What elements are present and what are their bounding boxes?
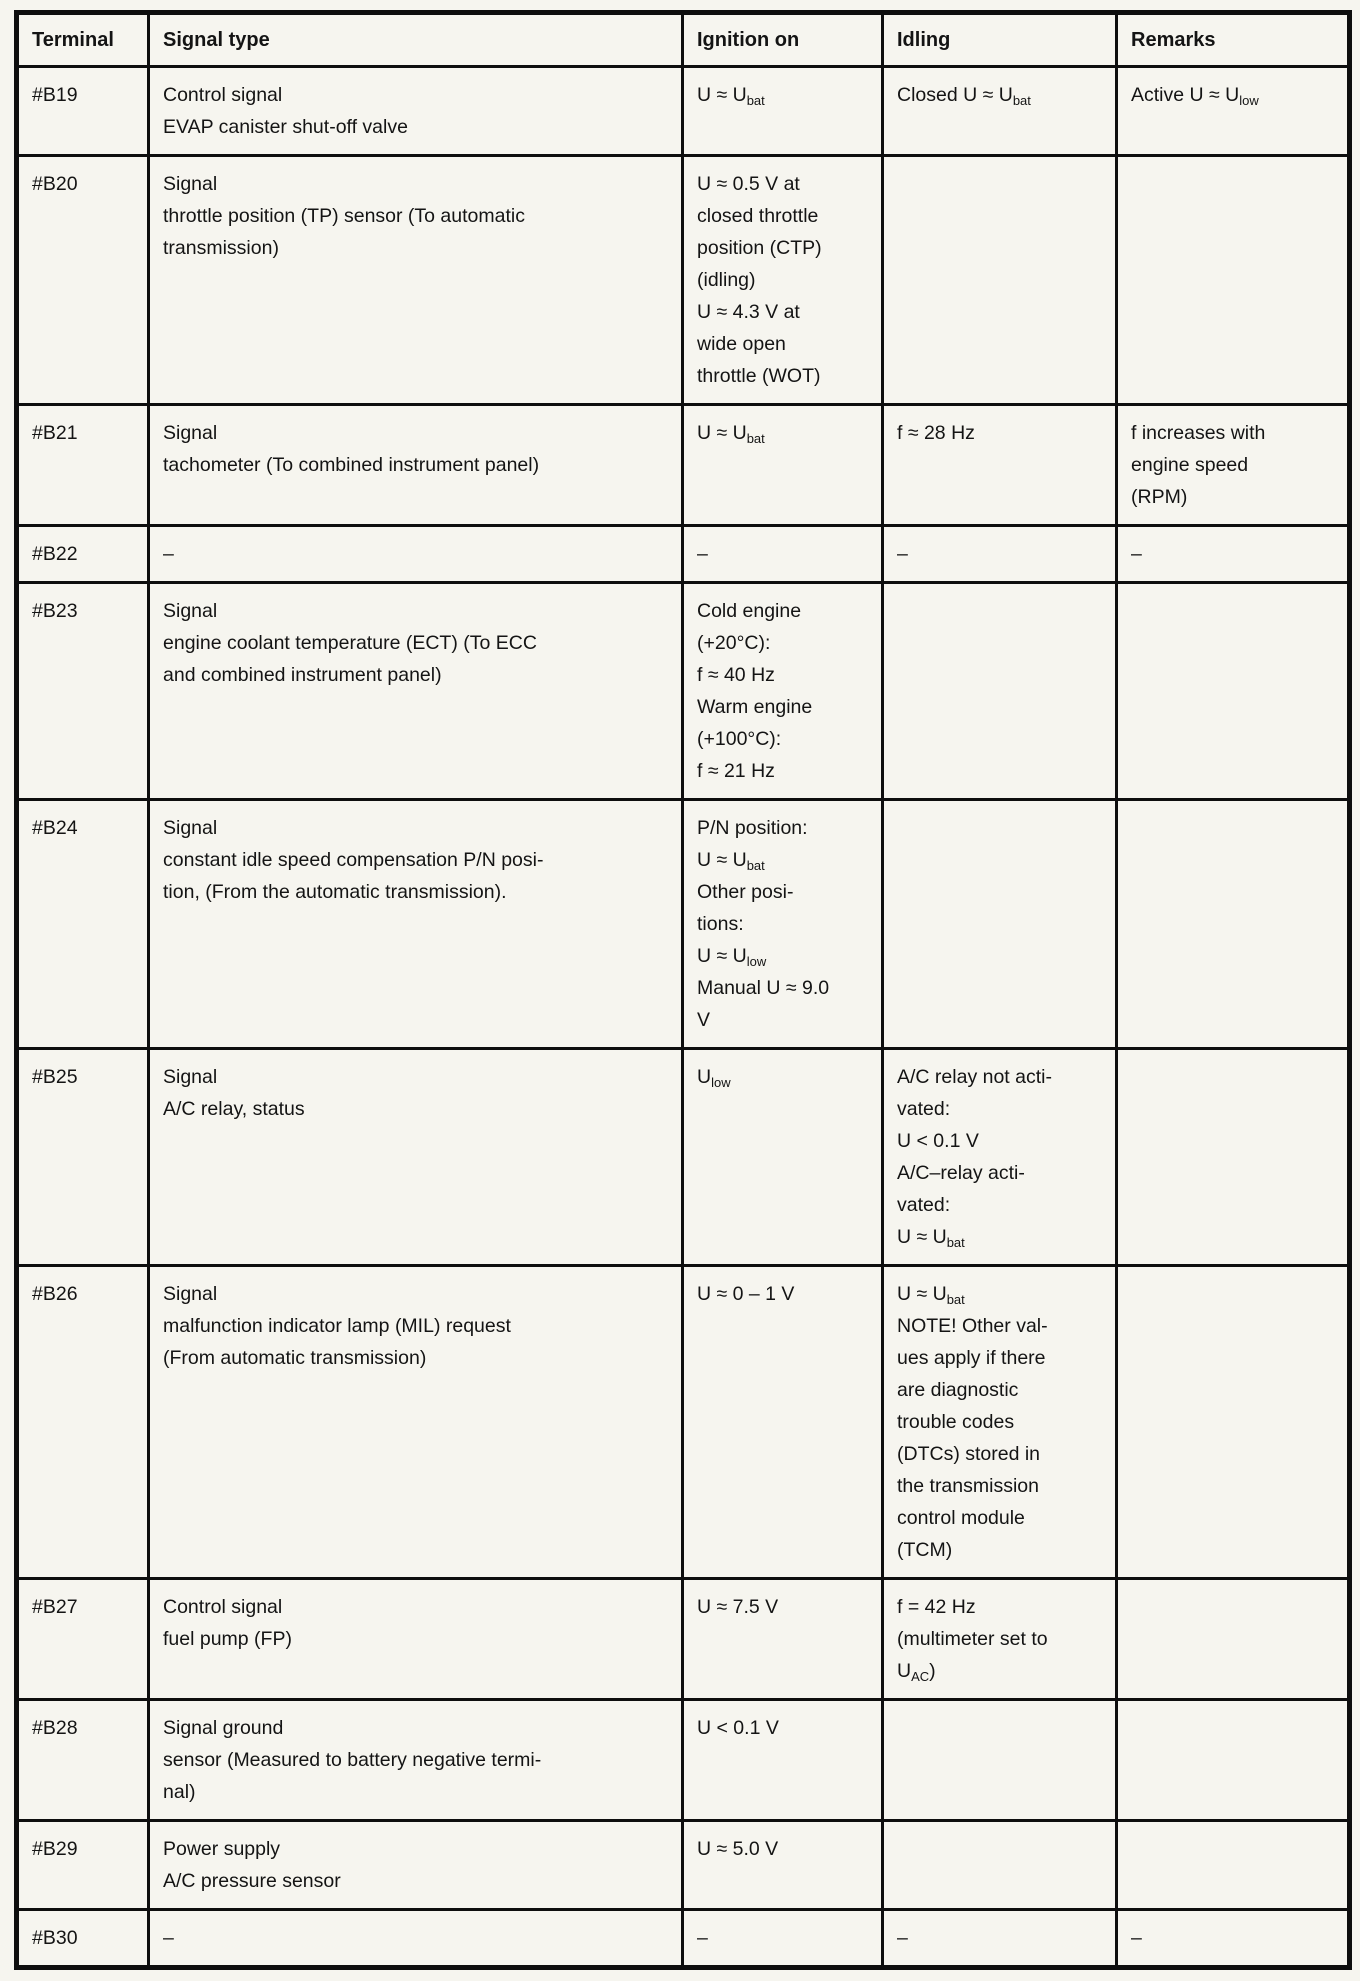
cell-remarks [1117,1266,1350,1579]
table-row [17,526,1350,583]
cell-terminal: #B19 [17,67,149,156]
cell-terminal: #B24 [17,800,149,1049]
cell-terminal: #B26 [17,1266,149,1579]
table-row [17,583,1350,800]
cell-terminal: #B30 [17,1910,149,1968]
cell-terminal: #B28 [17,1700,149,1821]
cell-signal-type: Signal tachometer (To combined instrument panel) [149,405,683,526]
table-row [17,1910,1350,1968]
cell-ignition-on: U ≈ 0 – 1 V [683,1266,883,1579]
cell-idling: f ≈ 28 Hz [883,405,1117,526]
cell-ignition-on: $U_{low}$ [683,1049,883,1266]
header-row [17,13,1350,67]
table-row [17,156,1350,405]
cell-idling: – [883,1910,1117,1968]
col-header-terminal: Terminal [17,13,149,67]
col-header-remarks: Remarks [1117,13,1350,67]
table-row [17,405,1350,526]
table-row [17,1579,1350,1700]
cell-idling [883,156,1117,405]
table-row [17,800,1350,1049]
cell-idling: $U \approx U_{bat}$ NOTE! Other val- ues apply if there are diagnostic trouble codes (DTCs) stored in the transmission control module (TCM) [883,1266,1117,1579]
cell-idling [883,800,1117,1049]
cell-ignition-on: P/N position: $U \approx U_{bat}$ Other posi- tions: $U \approx U_{low}$ Manual U ≈ 9.0 V [683,800,883,1049]
cell-idling: f = 42 Hz (multimeter set to $U_{AC}$) [883,1579,1117,1700]
cell-idling: – [883,526,1117,583]
cell-idling [883,1700,1117,1821]
cell-signal-type: Control signal EVAP canister shut-off valve [149,67,683,156]
cell-remarks [1117,1821,1350,1910]
col-header-idling: Idling [883,13,1117,67]
cell-terminal: #B20 [17,156,149,405]
cell-signal-type: Signal constant idle speed compensation P/N posi- tion, (From the automatic transmission). [149,800,683,1049]
cell-idling: A/C relay not acti- vated: U < 0.1 V A/C–relay acti- vated: $U \approx U_{bat}$ [883,1049,1117,1266]
cell-signal-type: Signal ground sensor (Measured to battery negative termi- nal) [149,1700,683,1821]
cell-remarks: Active $U \approx U_{low}$ [1117,67,1350,156]
cell-terminal: #B25 [17,1049,149,1266]
table-row [17,1266,1350,1579]
col-header-ignition-on: Ignition on [683,13,883,67]
cell-signal-type: Signal malfunction indicator lamp (MIL) request (From automatic transmission) [149,1266,683,1579]
cell-terminal: #B23 [17,583,149,800]
cell-remarks [1117,800,1350,1049]
table-row [17,1700,1350,1821]
cell-ignition-on: U ≈ 0.5 V at closed throttle position (CTP) (idling) U ≈ 4.3 V at wide open throttle (WOT) [683,156,883,405]
cell-ignition-on: $U \approx U_{bat}$ [683,405,883,526]
cell-ignition-on: $U \approx U_{bat}$ [683,67,883,156]
cell-remarks [1117,1049,1350,1266]
cell-terminal: #B21 [17,405,149,526]
cell-signal-type: Signal engine coolant temperature (ECT) (To ECC and combined instrument panel) [149,583,683,800]
cell-remarks [1117,583,1350,800]
cell-ignition-on: U < 0.1 V [683,1700,883,1821]
cell-terminal: #B27 [17,1579,149,1700]
terminal-signal-table [14,10,1352,1970]
cell-remarks [1117,1700,1350,1821]
cell-remarks: – [1117,1910,1350,1968]
cell-idling [883,1821,1117,1910]
table-row [17,67,1350,156]
cell-signal-type: – [149,1910,683,1968]
cell-remarks: f increases with engine speed (RPM) [1117,405,1350,526]
cell-signal-type: Power supply A/C pressure sensor [149,1821,683,1910]
col-header-signal-type: Signal type [149,13,683,67]
cell-ignition-on: – [683,1910,883,1968]
cell-remarks: – [1117,526,1350,583]
cell-ignition-on: Cold engine (+20°C): f ≈ 40 Hz Warm engine (+100°C): f ≈ 21 Hz [683,583,883,800]
table-body [17,67,1350,1968]
cell-ignition-on: – [683,526,883,583]
cell-remarks [1117,156,1350,405]
table-row [17,1049,1350,1266]
cell-remarks [1117,1579,1350,1700]
cell-terminal: #B29 [17,1821,149,1910]
cell-signal-type: Signal throttle position (TP) sensor (To automatic transmission) [149,156,683,405]
table-row [17,1821,1350,1910]
cell-idling: Closed $U \approx U_{bat}$ [883,67,1117,156]
cell-terminal: #B22 [17,526,149,583]
cell-idling [883,583,1117,800]
cell-signal-type: Control signal fuel pump (FP) [149,1579,683,1700]
cell-signal-type: – [149,526,683,583]
cell-ignition-on: U ≈ 7.5 V [683,1579,883,1700]
cell-signal-type: Signal A/C relay, status [149,1049,683,1266]
cell-ignition-on: U ≈ 5.0 V [683,1821,883,1910]
